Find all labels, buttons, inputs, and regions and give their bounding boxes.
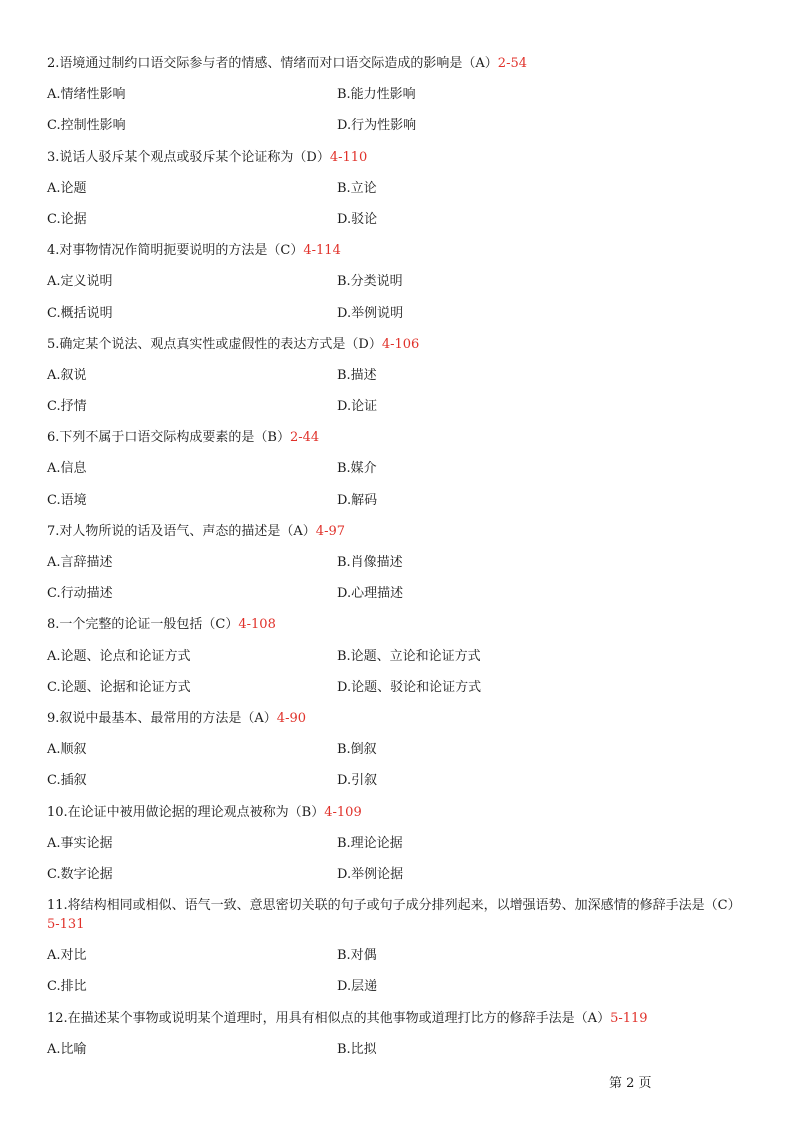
- page-reference: 4-110: [329, 149, 368, 165]
- options: [47, 553, 767, 603]
- options: [47, 272, 767, 322]
- question-stem: 7.对人物所说的话及语气、声态的描述是（A）4-97: [47, 523, 346, 539]
- option-d: D.引叙: [337, 773, 378, 789]
- question-stem: 5.确定某个说法、观点真实性或虚假性的表达方式是（D）4-106: [47, 336, 420, 352]
- option-a: A.论题: [47, 180, 87, 196]
- option-d: D.层递: [337, 979, 378, 995]
- question-stem: 9.叙说中最基本、最常用的方法是（A）4-90: [47, 710, 307, 726]
- page-number: 第 2 页: [609, 1076, 652, 1091]
- option-a: A.叙说: [47, 367, 87, 383]
- options: [47, 459, 767, 509]
- option-c: C.抒情: [47, 399, 87, 415]
- option-b: B.分类说明: [337, 274, 403, 290]
- options: [47, 366, 767, 416]
- page-reference: 2-54: [497, 56, 528, 71]
- option-d: D.举例论据: [337, 866, 404, 882]
- question-stem: 11.将结构相同或相似、语气一致、意思密切关联的句子或句子成分排列起来，以增强语势、加深感情的修辞手法是（C）5-131: [47, 898, 741, 933]
- option-d: D.论题、驳论和论证方式: [337, 679, 482, 695]
- question-stem: 8.一个完整的论证一般包括（C）4-108: [47, 617, 276, 633]
- option-b: B.比拟: [337, 1041, 377, 1057]
- page-reference: 4-108: [238, 617, 276, 633]
- option-a: A.对比: [47, 948, 87, 964]
- option-c: C.数字论据: [47, 866, 113, 882]
- option-a: A.言辞描述: [47, 555, 113, 570]
- options: [47, 834, 767, 884]
- question-stem: 2.语境通过制约口语交际参与者的情感、情绪而对口语交际造成的影响是（A）2-54: [47, 56, 528, 71]
- options: [47, 1040, 767, 1059]
- option-c: C.行动描述: [47, 586, 113, 602]
- question-stem: 4.对事物情况作简明扼要说明的方法是（C）4-114: [47, 243, 341, 259]
- option-b: B.媒介: [337, 461, 377, 477]
- option-a: A.论题、论点和论证方式: [47, 648, 191, 664]
- option-d: D.举例说明: [337, 305, 404, 321]
- option-d: D.解码: [337, 492, 378, 508]
- option-d: D.行为性影响: [337, 118, 417, 134]
- page-reference: 4-97: [315, 523, 346, 539]
- question-stem: 10.在论证中被用做论据的理论观点被称为（B）4-109: [47, 804, 362, 820]
- question-stem: 3.说话人驳斥某个观点或驳斥某个论证称为（D）4-110: [47, 149, 368, 165]
- option-b: B.论题、立论和论证方式: [337, 648, 481, 664]
- option-c: C.论题、论据和论证方式: [47, 679, 191, 695]
- option-d: D.驳论: [337, 211, 378, 227]
- option-c: C.概括说明: [47, 305, 113, 321]
- page-reference: 4-106: [381, 336, 420, 352]
- options: [47, 647, 767, 697]
- option-b: B.理论论据: [337, 835, 403, 851]
- option-d: D.心理描述: [337, 586, 404, 602]
- option-c: C.语境: [47, 492, 87, 508]
- option-b: B.对偶: [337, 948, 377, 964]
- option-b: B.能力性影响: [337, 87, 416, 103]
- option-a: A.事实论据: [47, 835, 113, 851]
- question-list: [47, 54, 767, 1071]
- question-stem: 6.下列不属于口语交际构成要素的是（B）2-44: [47, 430, 320, 446]
- option-c: C.排比: [47, 979, 87, 995]
- option-c: C.插叙: [47, 773, 87, 789]
- option-a: A.信息: [47, 461, 87, 477]
- page-reference: 5-119: [610, 1010, 648, 1026]
- options: [47, 85, 767, 135]
- page-reference: 2-44: [289, 430, 320, 446]
- page-reference: 4-109: [324, 804, 362, 820]
- option-c: C.论据: [47, 211, 87, 227]
- option-d: D.论证: [337, 399, 378, 415]
- option-a: A.顺叙: [47, 742, 87, 758]
- option-b: B.倒叙: [337, 742, 377, 758]
- page-reference: 4-90: [276, 710, 307, 726]
- option-b: B.描述: [337, 367, 377, 383]
- question-stem: 12.在描述某个事物或说明某个道理时，用具有相似点的其他事物或道理打比方的修辞手法是（A）5-119: [47, 1010, 648, 1026]
- options: [47, 179, 767, 229]
- option-a: A.情绪性影响: [47, 87, 126, 103]
- option-a: A.比喻: [47, 1041, 87, 1057]
- options: [47, 740, 767, 790]
- option-b: B.肖像描述: [337, 555, 403, 570]
- page-reference: 4-114: [303, 243, 341, 259]
- option-b: B.立论: [337, 180, 377, 196]
- page-reference: 5-131: [47, 917, 85, 933]
- options: [47, 946, 767, 996]
- option-a: A.定义说明: [47, 274, 113, 290]
- option-c: C.控制性影响: [47, 118, 126, 134]
